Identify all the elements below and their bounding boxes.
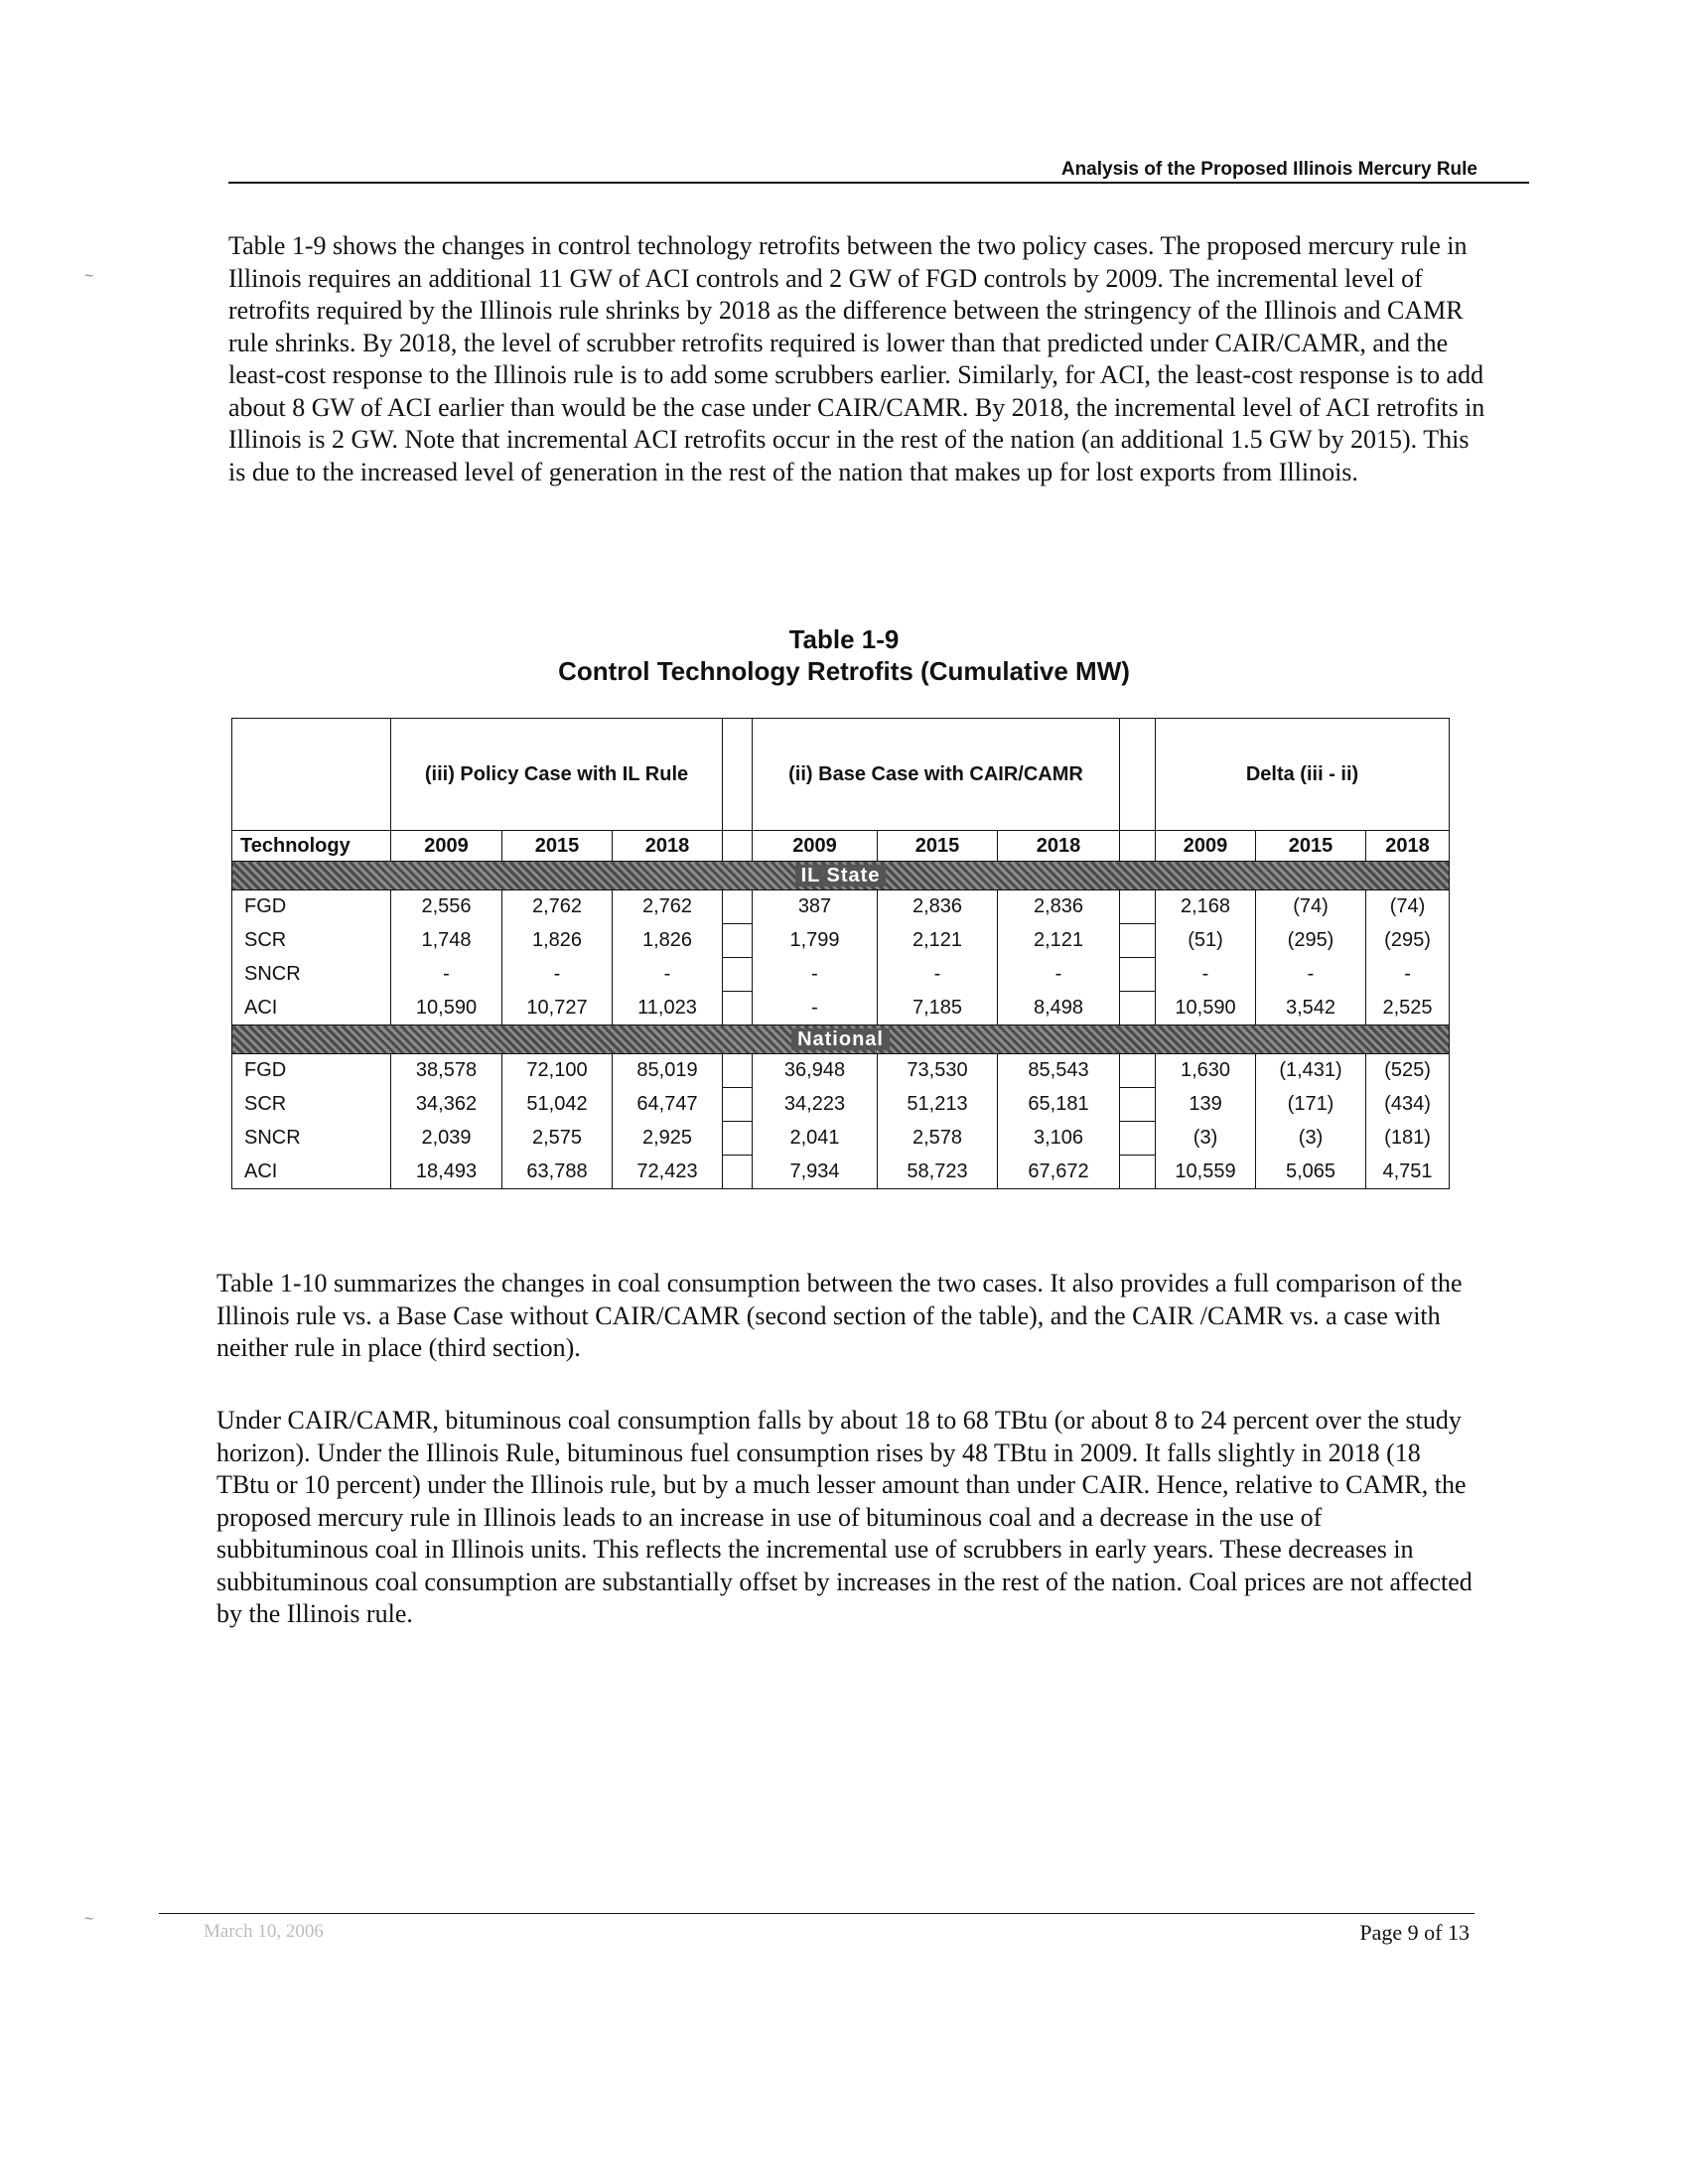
base-value-cell: 85,543 (998, 1054, 1120, 1088)
table-row (232, 1122, 1450, 1156)
base-value-cell: 51,213 (878, 1088, 998, 1122)
year-header: 2015 (1256, 831, 1366, 862)
base-value-cell: 67,672 (998, 1156, 1120, 1189)
delta-value-cell: (434) (1366, 1088, 1450, 1122)
base-value-cell: - (753, 992, 878, 1025)
header-rule (228, 182, 1529, 184)
section-label: IL State (795, 865, 887, 887)
delta-value-cell: 2,168 (1156, 890, 1256, 924)
policy-value-cell: - (391, 958, 502, 992)
spacer-cell (723, 1088, 753, 1122)
base-value-cell: - (753, 958, 878, 992)
spacer-cell (723, 890, 753, 924)
section-label: National (791, 1028, 890, 1050)
base-value-cell: 7,934 (753, 1156, 878, 1189)
base-value-cell: - (998, 958, 1120, 992)
delta-value-cell: (74) (1366, 890, 1450, 924)
retrofits-table (231, 718, 1450, 1189)
base-value-cell: 1,799 (753, 924, 878, 958)
base-value-cell: 34,223 (753, 1088, 878, 1122)
policy-value-cell: 38,578 (391, 1054, 502, 1088)
policy-value-cell: - (613, 958, 723, 992)
policy-value-cell: 11,023 (613, 992, 723, 1025)
delta-value-cell: (181) (1366, 1122, 1450, 1156)
delta-value-cell: - (1156, 958, 1256, 992)
spacer-cell (1120, 831, 1156, 862)
base-value-cell: 2,836 (998, 890, 1120, 924)
delta-value-cell: (525) (1366, 1054, 1450, 1088)
base-value-cell: 2,836 (878, 890, 998, 924)
spacer-cell (1120, 1088, 1156, 1122)
spacer-cell (723, 1156, 753, 1189)
delta-value-cell: (74) (1256, 890, 1366, 924)
paragraph-3: Under CAIR/CAMR, bituminous coal consumption falls by about 18 to 68 TBtu (or about 8 to 24 percent over the study horizon). Under the Illinois Rule, bituminous fuel consumption rises by 48 TBtu in 2009. It falls slightly in 2018 (18 TBtu or 10 percent) under the Illinois rule, but by a much lesser amount than under CAIR. Hence, relative to CAMR, the proposed mercury rule in Illinois leads to an increase in use of bituminous coal and a decrease in the use of subbituminous coal in Illinois units. This reflects the incremental use of scrubbers in early years. These decreases in subbituminous coal consumption are substantially offset by increases in the rest of the nation. Coal prices are not affected by the Illinois rule. (216, 1406, 1473, 1628)
policy-value-cell: 72,423 (613, 1156, 723, 1189)
technology-cell: SCR (232, 924, 391, 958)
spacer-cell (723, 992, 753, 1025)
policy-value-cell: 34,362 (391, 1088, 502, 1122)
base-value-cell: 2,041 (753, 1122, 878, 1156)
base-value-cell: 3,106 (998, 1122, 1120, 1156)
delta-value-cell: - (1366, 958, 1450, 992)
table-row (232, 992, 1450, 1025)
delta-value-cell: (295) (1366, 924, 1450, 958)
spacer-cell (1120, 924, 1156, 958)
table-number: Table 1-9 (788, 624, 900, 654)
scan-mark: ~ (84, 1911, 94, 1928)
section-band (232, 1025, 1450, 1054)
policy-value-cell: 2,925 (613, 1122, 723, 1156)
policy-value-cell: 2,762 (613, 890, 723, 924)
delta-value-cell: 10,590 (1156, 992, 1256, 1025)
spacer-cell (1120, 1156, 1156, 1189)
year-header: 2018 (613, 831, 723, 862)
paragraph-1: Table 1-9 shows the changes in control technology retrofits between the two policy cases. The proposed mercury rule in Illinois requires an additional 11 GW of ACI controls and 2 GW of FGD controls by 2009. The incremental level of retrofits required by the Illinois rule shrinks by 2018 as the difference between the stringency of the Illinois and CAMR rule shrinks. By 2018, the level of scrubber retrofits required is lower than that predicted under CAIR/CAMR, and the least-cost response to the Illinois rule is to add some scrubbers earlier. Similarly, for ACI, the least-cost response is to add about 8 GW of ACI earlier than would be the case under CAIR/CAMR. By 2018, the incremental level of ACI retrofits in Illinois is 2 GW. Note that incremental ACI retrofits occur in the rest of the nation (an additional 1.5 GW by 2015). This is due to the increased level of generation in the rest of the nation that makes up for lost exports from Illinois. (228, 231, 1485, 486)
table-row (232, 1156, 1450, 1189)
spacer-cell (723, 958, 753, 992)
year-header: 2018 (1366, 831, 1450, 862)
paragraph-2: Table 1-10 summarizes the changes in coal consumption between the two cases. It also provides a full comparison of the Illinois rule vs. a Base Case without CAIR/CAMR (second section of the table), and the CAIR /CAMR vs. a case with neither rule in place (third section). (216, 1269, 1463, 1362)
base-value-cell: 36,948 (753, 1054, 878, 1088)
policy-value-cell: 63,788 (502, 1156, 613, 1189)
delta-value-cell: (171) (1256, 1088, 1366, 1122)
base-value-cell: 2,578 (878, 1122, 998, 1156)
technology-cell: ACI (232, 992, 391, 1025)
footer-rule (159, 1913, 1474, 1914)
table-row (232, 1088, 1450, 1122)
policy-value-cell: 10,590 (391, 992, 502, 1025)
policy-value-cell: 18,493 (391, 1156, 502, 1189)
year-header: 2009 (753, 831, 878, 862)
base-value-cell: 2,121 (878, 924, 998, 958)
policy-value-cell: 2,762 (502, 890, 613, 924)
delta-value-cell: (1,431) (1256, 1054, 1366, 1088)
policy-value-cell: 2,556 (391, 890, 502, 924)
policy-value-cell: 72,100 (502, 1054, 613, 1088)
policy-value-cell: 2,039 (391, 1122, 502, 1156)
group-header-policy: (iii) Policy Case with IL Rule (391, 719, 723, 831)
table-title: Control Technology Retrofits (Cumulative MW) (558, 656, 1130, 686)
year-header: 2015 (502, 831, 613, 862)
technology-cell: SCR (232, 1088, 391, 1122)
delta-value-cell: (51) (1156, 924, 1256, 958)
technology-cell: FGD (232, 1054, 391, 1088)
page-number: Page 9 of 13 (1359, 1920, 1470, 1945)
section-label-cell (232, 1025, 1450, 1054)
spacer-cell (723, 1054, 753, 1088)
base-value-cell: 8,498 (998, 992, 1120, 1025)
base-value-cell: 7,185 (878, 992, 998, 1025)
delta-value-cell: (3) (1256, 1122, 1366, 1156)
running-header: Analysis of the Proposed Illinois Mercury Rule (1060, 159, 1477, 180)
spacer-cell (1120, 992, 1156, 1025)
scan-mark: ~ (84, 268, 94, 285)
delta-value-cell: 5,065 (1256, 1156, 1366, 1189)
spacer-cell (723, 924, 753, 958)
spacer-cell (723, 1122, 753, 1156)
base-value-cell: - (878, 958, 998, 992)
technology-cell: SNCR (232, 1122, 391, 1156)
table-row (232, 890, 1450, 924)
delta-value-cell: 2,525 (1366, 992, 1450, 1025)
policy-value-cell: 10,727 (502, 992, 613, 1025)
table-row (232, 924, 1450, 958)
technology-cell: ACI (232, 1156, 391, 1189)
delta-value-cell: - (1256, 958, 1366, 992)
delta-value-cell: 1,630 (1156, 1054, 1256, 1088)
technology-cell: SNCR (232, 958, 391, 992)
spacer-cell (1120, 958, 1156, 992)
policy-value-cell: 64,747 (613, 1088, 723, 1122)
policy-value-cell: 51,042 (502, 1088, 613, 1122)
base-value-cell: 58,723 (878, 1156, 998, 1189)
table-row (232, 1054, 1450, 1088)
table-caption (228, 623, 1460, 687)
policy-value-cell: - (502, 958, 613, 992)
table-row (232, 958, 1450, 992)
delta-value-cell: 139 (1156, 1088, 1256, 1122)
base-value-cell: 65,181 (998, 1088, 1120, 1122)
policy-value-cell: 85,019 (613, 1054, 723, 1088)
group-header-delta: Delta (iii - ii) (1156, 719, 1450, 831)
base-value-cell: 387 (753, 890, 878, 924)
corner-cell (232, 719, 391, 831)
policy-value-cell: 2,575 (502, 1122, 613, 1156)
delta-value-cell: 4,751 (1366, 1156, 1450, 1189)
policy-value-cell: 1,748 (391, 924, 502, 958)
section-band (232, 862, 1450, 890)
delta-value-cell: 3,542 (1256, 992, 1366, 1025)
group-header-base: (ii) Base Case with CAIR/CAMR (753, 719, 1120, 831)
year-header: 2009 (391, 831, 502, 862)
year-header: 2009 (1156, 831, 1256, 862)
column-header-row (232, 831, 1450, 862)
group-header-row (232, 719, 1450, 831)
year-header: 2015 (878, 831, 998, 862)
delta-value-cell: 10,559 (1156, 1156, 1256, 1189)
delta-value-cell: (295) (1256, 924, 1366, 958)
policy-value-cell: 1,826 (613, 924, 723, 958)
delta-value-cell: (3) (1156, 1122, 1256, 1156)
technology-cell: FGD (232, 890, 391, 924)
year-header: 2018 (998, 831, 1120, 862)
base-value-cell: 2,121 (998, 924, 1120, 958)
footer-date: March 10, 2006 (204, 1921, 324, 1942)
policy-value-cell: 1,826 (502, 924, 613, 958)
spacer-cell (1120, 719, 1156, 831)
spacer-cell (723, 831, 753, 862)
spacer-cell (1120, 890, 1156, 924)
spacer-cell (1120, 1122, 1156, 1156)
spacer-cell (1120, 1054, 1156, 1088)
section-label-cell (232, 862, 1450, 890)
technology-header: Technology (232, 831, 391, 862)
spacer-cell (723, 719, 753, 831)
base-value-cell: 73,530 (878, 1054, 998, 1088)
